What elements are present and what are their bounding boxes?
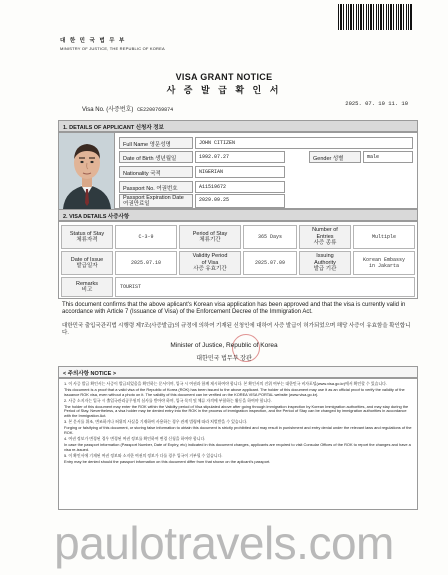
document-title-korean: 사 증 발 급 확 인 서: [166, 85, 282, 95]
minister-title-korean: 대한민국 법무부 장관: [196, 356, 252, 362]
issuing-authority-value: Korean Embassy in Jakarta: [353, 251, 415, 275]
barcode: [338, 4, 412, 30]
notice-item: 4. 여권 정보가 변경된 경우 변경된 여권 정보를 확인하여 변경 신청을 하여야 합니다.: [64, 435, 206, 441]
section-visa-details-header: 2. VISA DETAILS 사증사항: [58, 209, 418, 221]
gender-value: male: [363, 151, 413, 163]
ministry-name-english: MINISTRY OF JUSTICE, THE REPUBLIC OF KOREA: [60, 46, 165, 51]
full-name-label: Full Name 영문성명: [119, 137, 193, 149]
notice-item: 5. 이 확인서에 기재된 여권 정보와 소지한 여권의 정보가 다를 경우 입국이 거부될 수 있습니다.: [64, 452, 223, 458]
notice-body: [58, 378, 418, 510]
applicant-details-box: [58, 132, 418, 209]
notice-item: This document is a proof that a valid visa of the Republic of Korea (ROK) has been issued to the above applicant. The holder of this document may use it as an official proof to verify the validity of the issuance ROK visa, even without a photo on it. The validity of this document can be verified on the KOREA VISA PORTAL website (www.visa.go.kr).: [64, 387, 405, 397]
document-title-english: VISA GRANT NOTICE: [175, 72, 273, 82]
notice-item: The holder of this document may enter the ROK within the Validity period of Visa stipulated above after going through immigration inspection by Korean Immigration authorities, and may stay during the Period of Stay. Nevertheless, a visa holder may be denied entry into the ROK in the process of immigration inspection, and the Period of Stay can be changed by immigration authorities in accordance with the Immigration Act.: [64, 403, 409, 419]
date-of-issue-label: Date of Issue 발급일자: [61, 251, 113, 275]
notice-item: 3. 본 문서를 위조, 변조하거나 허위의 사실을 기재하여 사용하는 경우 관계 법령에 따라 처벌받을 수 있습니다.: [64, 419, 248, 425]
visa-details-table: [58, 221, 418, 299]
approval-statement-korean: 대한민국 출입국관리법 시행령 제7조(사증발급)의 규정에 의하여 기재된 신청인에 대하여 사증 발급이 허가되었으며 해당 사증이 유효함을 확인합니다.: [62, 323, 411, 336]
passport-expiry-label: Passport Expiration Date 여권만료일: [119, 194, 193, 208]
status-of-stay-value: C-3-9: [115, 225, 177, 249]
approval-statement-english: This document confirms that the above aplicant's Korean visa application has been approved and that the visa is currently valid in accordance with Article 7 (Issuance of Visa) of the Enforcement Decree of the Immigration Act.: [62, 302, 406, 315]
visa-number-label: Visa No. (사증번호): [82, 107, 134, 113]
number-of-entries-label: Number of Entries 사증 종류: [299, 225, 351, 249]
applicant-photo-graphic: [59, 133, 115, 209]
passport-number-value: A11519672: [195, 181, 285, 193]
nationality-label: Nationality 국적: [119, 166, 193, 178]
date-of-issue-value: 2025.07.10: [115, 251, 177, 275]
visa-number-value: CE2200769874: [137, 107, 174, 113]
dob-value: 1992.07.27: [195, 151, 285, 163]
notice-item: 2. 사증 소지자는 입국 시 출입국관리공무원의 심사를 받아야 하며, 입국 목적 및 체류 자격에 부합하는 활동을 하여야 합니다.: [64, 397, 272, 403]
number-of-entries-value: Multiple: [353, 225, 415, 249]
status-of-stay-label: Status of Stay 체류자격: [61, 225, 113, 249]
issue-timestamp: 2025. 07. 10 11. 10: [345, 100, 408, 107]
watermark-text: paulotravels.com: [54, 517, 394, 569]
period-of-stay-value: 365 Days: [243, 225, 297, 249]
applicant-photo: [59, 133, 115, 209]
visa-number-row: [82, 104, 173, 113]
passport-number-label: Passport No. 여권번호: [119, 181, 193, 193]
gender-label: Gender 성별: [309, 151, 361, 163]
dob-label: Date of Birth 생년월일: [119, 151, 193, 163]
minister-title-english: Minister of Justice, Republic of Korea: [170, 342, 278, 349]
notice-item: Forging or falsifying of this document, or storing false information to obtain this document is strictly prohibited and may result in punishment and entry denial under the relevant laws and regulations of the ROK.: [64, 425, 412, 435]
visa-validity-label: Validity Period of Visa 사증 유효기간: [179, 251, 241, 275]
notice-item: In case the passport information (Passport Number, Date of Expiry, etc) indicated in this document changes, applicants are required to visit Consular Offices of the ROK to report the changes and have a visa re-issued.: [64, 442, 411, 452]
full-name-value: JOHN CITIZEN: [195, 137, 413, 149]
notice-item: Entry may be denied should the passport information on this document differ from that shown on the aplicant's passport.: [64, 458, 271, 464]
notice-header: < 주의사항 NOTICE >: [58, 366, 418, 378]
remarks-label: Remarks 비고: [61, 277, 113, 297]
notice-item: 1. 이 사증 발급 확인서는 사증이 발급되었음을 확인하는 문서이며, 입국 시 여권과 함께 제시하여야 합니다. 본 확인서의 진위 여부는 대한민국 비자포털(www.visa.go.kr)에서 확인할 수 있습니다.: [64, 381, 387, 386]
passport-expiry-value: 2029.09.25: [195, 194, 285, 208]
nationality-value: NIGERIAN: [195, 166, 285, 178]
issuing-authority-label: Issuing Authority 발급 기관: [299, 251, 351, 275]
remarks-value: TOURIST: [115, 277, 415, 297]
period-of-stay-label: Period of Stay 체류기간: [179, 225, 241, 249]
ministry-name-korean: 대 한 민 국 법 무 부: [60, 38, 126, 44]
visa-validity-value: 2025.07.09: [243, 251, 297, 275]
section-applicant-header: 1. DETAILS OF APPLICANT 신청자 정보: [58, 120, 418, 132]
